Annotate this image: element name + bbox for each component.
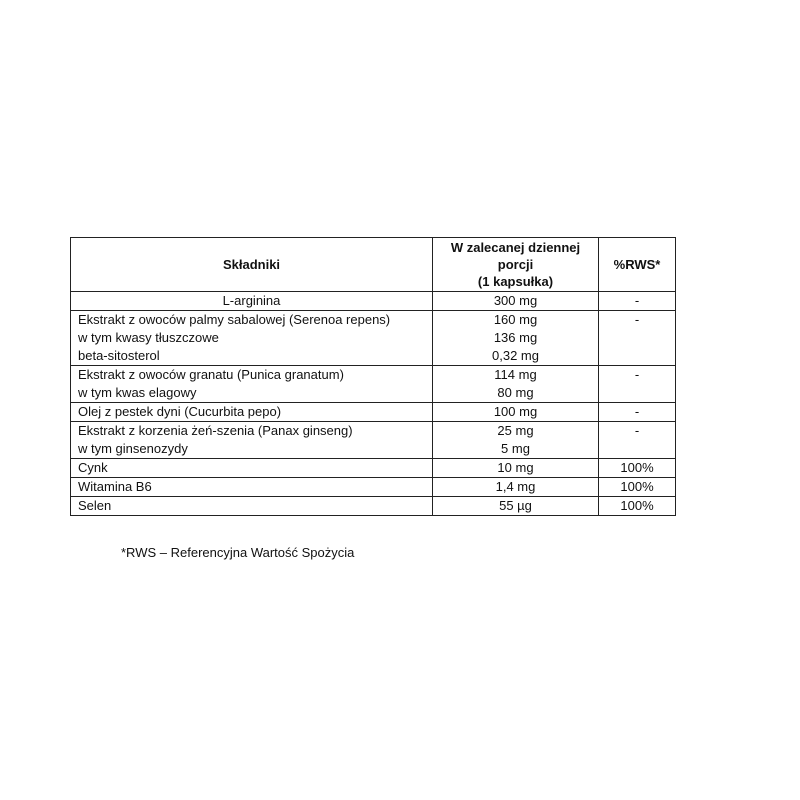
amount-line: 114 mg xyxy=(494,367,537,382)
amount-line: 300 mg xyxy=(493,293,538,308)
amount-line: 160 mg xyxy=(493,312,538,327)
ingredient-rws-cell xyxy=(599,292,676,311)
name-line: beta-sitosterol xyxy=(78,348,160,363)
ingredient-rws-cell xyxy=(599,497,676,516)
table-row xyxy=(71,422,676,459)
name-line: Selen xyxy=(78,498,112,513)
ingredient-name-cell xyxy=(71,292,433,311)
rws-line: - xyxy=(634,423,640,438)
ingredient-amount-cell xyxy=(433,311,599,366)
ingredient-name-cell xyxy=(71,478,433,497)
header-daily-dose xyxy=(433,238,599,292)
amount-line: 1,4 mg xyxy=(495,479,536,494)
table-row xyxy=(71,366,676,403)
ingredient-name-cell xyxy=(71,422,433,459)
header-dose-line: porcji xyxy=(497,257,534,272)
rws-line: 100% xyxy=(620,479,654,494)
rws-line: - xyxy=(634,312,640,327)
ingredient-amount-cell xyxy=(433,497,599,516)
table-row xyxy=(71,478,676,497)
ingredient-name-cell xyxy=(71,459,433,478)
amount-line: 136 mg xyxy=(493,330,538,345)
ingredient-amount-cell xyxy=(433,478,599,497)
ingredient-name-cell xyxy=(71,366,433,403)
ingredients-table xyxy=(70,237,676,516)
ingredient-name-cell xyxy=(71,311,433,366)
header-dose-line: W zalecanej dziennej xyxy=(450,240,581,255)
ingredient-rws-cell xyxy=(599,459,676,478)
table-header-row xyxy=(71,238,676,292)
name-line: Olej z pestek dyni (Cucurbita pepo) xyxy=(78,404,282,419)
ingredient-rws-cell xyxy=(599,422,676,459)
table-body xyxy=(71,292,676,516)
name-line: Ekstrakt z owoców palmy sabalowej (Serenoa repens) xyxy=(78,312,391,327)
name-line: w tym kwas elagowy xyxy=(78,385,197,400)
ingredient-rws-cell xyxy=(599,403,676,422)
rws-line: 100% xyxy=(620,460,654,475)
amount-line: 5 mg xyxy=(501,441,530,456)
ingredient-rws-cell xyxy=(599,311,676,366)
table-row xyxy=(71,459,676,478)
amount-line: 25 mg xyxy=(497,423,534,438)
amount-line: 0,32 mg xyxy=(492,348,539,363)
rws-line: - xyxy=(634,367,640,382)
name-line: w tym kwasy tłuszczowe xyxy=(78,330,219,345)
name-line: Ekstrakt z korzenia żeń-szenia (Panax ginseng) xyxy=(78,423,353,438)
amount-line: 80 mg xyxy=(497,385,534,400)
ingredient-amount-cell xyxy=(433,459,599,478)
footnote: *RWS – Referencyjna Wartość Spożycia xyxy=(121,545,355,560)
ingredient-name-cell xyxy=(71,403,433,422)
ingredient-amount-cell xyxy=(433,292,599,311)
header-rws: %RWS* xyxy=(599,238,676,292)
header-dose-line: (1 kapsułka) xyxy=(477,274,554,289)
ingredient-name-cell xyxy=(71,497,433,516)
header-ingredients: Składniki xyxy=(71,238,433,292)
ingredient-amount-cell xyxy=(433,403,599,422)
ingredient-rws-cell xyxy=(599,366,676,403)
table-row xyxy=(71,403,676,422)
rws-line: 100% xyxy=(620,498,654,513)
table-row xyxy=(71,311,676,366)
rws-line: - xyxy=(634,293,640,308)
amount-line: 55 µg xyxy=(499,498,532,513)
name-line: Witamina B6 xyxy=(78,479,152,494)
table-row xyxy=(71,497,676,516)
table-row xyxy=(71,292,676,311)
name-line: L-arginina xyxy=(222,293,281,308)
amount-line: 10 mg xyxy=(497,460,534,475)
rws-line: - xyxy=(634,404,640,419)
amount-line: 100 mg xyxy=(493,404,538,419)
ingredient-amount-cell xyxy=(433,422,599,459)
name-line: Cynk xyxy=(78,460,108,475)
name-line: Ekstrakt z owoców granatu (Punica granatum) xyxy=(78,367,344,382)
ingredient-rws-cell xyxy=(599,478,676,497)
ingredient-amount-cell xyxy=(433,366,599,403)
name-line: w tym ginsenozydy xyxy=(78,441,188,456)
